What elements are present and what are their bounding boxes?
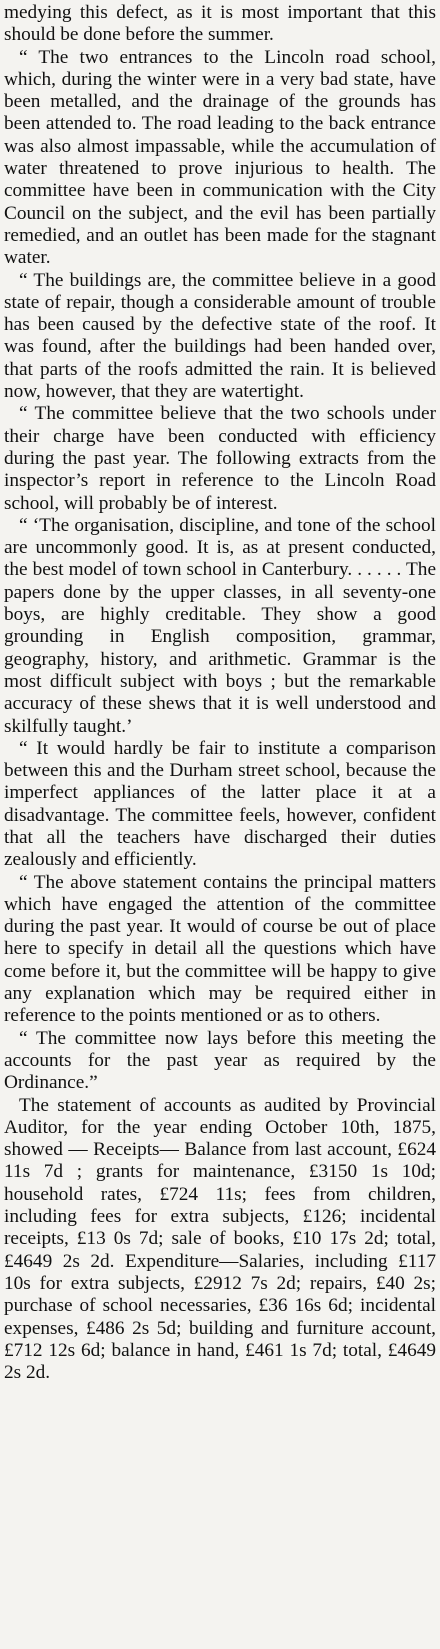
paragraph-schools-efficiency: “ The committee believe that the two schools under their charge have been conducted with efficiency during the past year. The following extracts from the inspector’s report in reference to the Lincoln Road school, will probably be of interest. bbox=[4, 403, 436, 514]
paragraph-accounts-intro: “ The committee now lays before this meeting the accounts for the past year as required by the Ordinance.” bbox=[4, 1027, 436, 1094]
paragraph-statement-of-accounts: The statement of accounts as audited by Provincial Auditor, for the year ending October 10th, 1875, showed — Receipts— Balance from last account, £624 11s 7d ; grants for maintenance, £3150 1s 10d; household rates, £724 11s; fees from children, including fees for extra subjects, £126; incidental receipts, £13 0s 7d; sale of books, £10 17s 2d; total, £4649 2s 2d. Expenditure—Salaries, including £117 10s for extra subjects, £2912 7s 2d; repairs, £40 2s; purchase of school necessaries, £36 16s 6d; incidental expenses, £486 2s 5d; building and furniture account, £712 12s 6d; balance in hand, £461 1s 7d; total, £4649 2s 2d. bbox=[4, 1094, 436, 1384]
paragraph-inspector-report: “ ‘The organisation, discipline, and tone of the school are uncommonly good. It is, as at present conducted, the best model of town school in Canterbury. . . . . . The papers done by the upper classes, in all seventy-one boys, are highly creditable. They show a good grounding in English composition, grammar, geography, history, and arithmetic. Grammar is the most difficult subject with boys ; but the remarkable accuracy of these shews that it is well understood and skilfully taught.’ bbox=[4, 514, 436, 737]
paragraph-entrances: “ The two entrances to the Lincoln road school, which, during the winter were in a very bad state, have been metalled, and the drainage of the grounds has been attended to. The road leading to the back entrance was also almost impassable, while the accumulation of water threatened to prove injurious to health. The committee have been in communication with the City Council on the subject, and the evil has been partially remedied, and an outlet has been made for the stagnant water. bbox=[4, 46, 436, 269]
paragraph-statement-matters: “ The above statement contains the principal matters which have engaged the attention of the committee during the past year. It would of course be out of place here to specify in detail all the questions which have come before it, but the committee will be happy to give any explanation which may be required either in reference to the points mentioned or as to others. bbox=[4, 871, 436, 1027]
paragraph-buildings: “ The buildings are, the committee believe in a good state of repair, though a considerable amount of trouble has been caused by the defective state of the roof. It was found, after the buildings had been handed over, that parts of the roofs admitted the rain. It is believed now, however, that they are watertight. bbox=[4, 269, 436, 403]
paragraph-durham-street-comparison: “ It would hardly be fair to institute a comparison between this and the Durham street school, because the imperfect appliances of the latter place it at a disadvantage. The committee feels, however, confident that all the teachers have discharged their duties zealously and efficiently. bbox=[4, 737, 436, 871]
paragraph-roof-remedy: medying this defect, as it is most important that this should be done before the summer. bbox=[4, 2, 436, 46]
